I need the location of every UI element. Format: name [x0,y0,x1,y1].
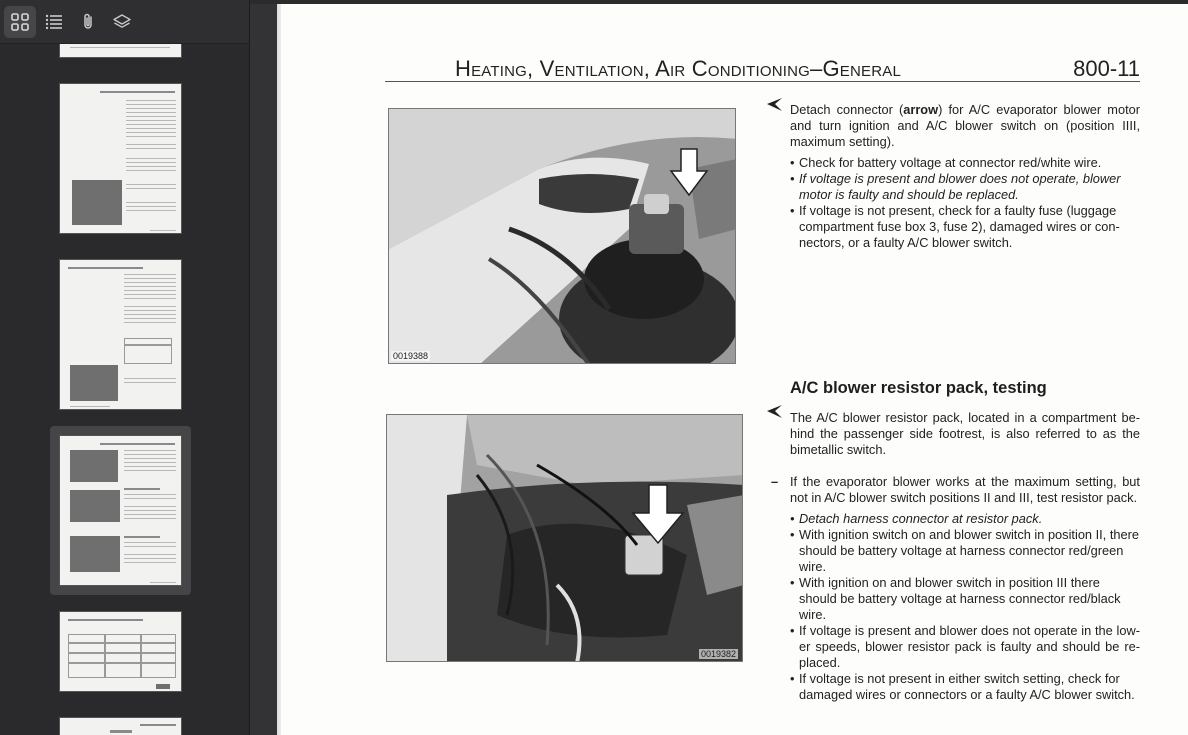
blower-motor-instructions [790,102,1140,251]
page-thumbnail[interactable] [59,83,182,234]
step-dash: – [771,474,779,489]
document-page [281,4,1188,735]
page-thumbnail-current[interactable] [59,435,182,586]
list-item: • If voltage is not present in either switch setting, check for damaged wires or connectors or a faulty A/C blower switch. [790,671,1140,703]
thumbnails-view-button[interactable] [4,6,36,38]
layers-icon [112,12,132,32]
page-thumbnail[interactable] [59,259,182,410]
layers-view-button[interactable] [106,6,138,38]
list-item: • Detach harness connector at resistor pack. [790,511,1140,527]
photo-blower-motor-image [389,109,736,364]
list-item: • With ignition on and blower switch in position III there should be battery voltage at harness connector red/black wire. [790,575,1140,623]
resistor-pack-description: The A/C blower resistor pack, located in a compartment be-hind the passenger side footrest, is also referred to as the bimetallic switch. [790,410,1140,457]
attachments-view-button[interactable] [72,6,104,38]
photo-resistor-pack [386,414,743,662]
page-number: 800-11 [1073,56,1140,81]
running-header [385,56,1140,82]
running-head-title: Heating, Ventilation, Air Conditioning–General [455,56,901,81]
photo-code: 0019382 [700,649,736,659]
paperclip-icon [78,12,98,32]
page-thumbnail[interactable] [59,717,182,735]
section-heading: A/C blower resistor pack, testing [790,379,1047,397]
bullet-list [790,511,1140,703]
page-thumbnail[interactable] [59,611,182,692]
photo-code: 0019388 [393,351,429,361]
photo-reference-arrow-icon [765,96,783,114]
photo-reference-arrow-icon [765,403,783,421]
bullet-list [790,155,1140,251]
resistor-pack-instructions [790,474,1140,703]
instruction-paragraph: If the evaporator blower works at the maximum setting, but not in A/C blower switch positions II and III, test resistor pack. [790,474,1140,505]
outline-view-button[interactable] [38,6,70,38]
list-item: • If voltage is present and blower does not operate, blower motor is faulty and should be replaced. [790,171,1140,203]
grid-icon [10,12,30,32]
sidebar-toolbar [0,0,249,44]
list-item: • With ignition switch on and blower switch in position II, there should be battery voltage at harness connector red/green wire. [790,527,1140,575]
list-item: • If voltage is present and blower does not operate in the low-er speeds, blower resistor pack is faulty and should be re-placed. [790,623,1140,671]
photo-resistor-pack-image [387,415,743,662]
thumbnail-sidebar [0,0,250,735]
document-view[interactable] [251,4,1188,735]
list-icon [44,12,64,32]
photo-blower-motor-connector [388,108,736,364]
instruction-paragraph: Detach connector (arrow) for A/C evaporator blower motor and turn ignition and A/C blower switch on (position IIII, maximum setting). [790,102,1140,149]
list-item: • If voltage is not present, check for a faulty fuse (luggage compartment fuse box 3, fuse 2), damaged wires or con-nectors, or a faulty A/C blower switch. [790,203,1140,251]
list-item: • Check for battery voltage at connector red/white wire. [790,155,1140,171]
